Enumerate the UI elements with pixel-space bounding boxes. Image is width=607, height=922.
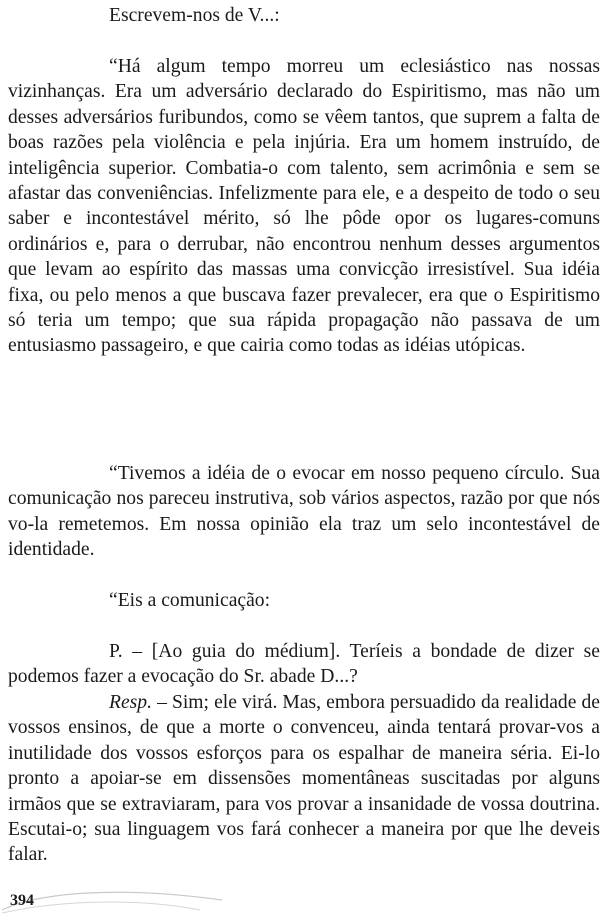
- paragraph-eis-comunicacao: “Eis a comunicação:: [109, 590, 271, 611]
- question-paragraph: P. – [Ao guia do médium]. Teríeis a bondade de dizer se podemos fazer a evocação do Sr. abade D...?: [8, 641, 600, 688]
- intro-line: Escrevem-nos de V...:: [109, 5, 280, 26]
- response-label: Resp.: [109, 692, 152, 713]
- paragraph-evocacao: “Tivemos a idéia de o evocar em nosso pequeno círculo. Sua comunicação nos pareceu instrutiva, sob vários aspectos, razão por que nós vo-la remetemos. Em nossa opinião ela traz um selo incontestável de identidade.: [8, 463, 600, 561]
- response-paragraph: [8, 690, 600, 868]
- paragraph-eclesiastico: “Há algum tempo morreu um eclesiástico nas nossas vizinhanças. Era um adversário declarado do Espiritismo, mas não um desses adversários furibundos, como se vêem tantos, que suprem a falta de boas razões pela violência e pela injúria. Era um homem instruído, de inteligência superior. Combatia-o com talento, sem acrimônia e sem se afastar das conveniências. Infelizmente para ele, e a despeito de todo o seu saber e incontestável mérito, só lhe pôde opor os lugares-comuns ordinários e, para o derrubar, não encontrou nenhum desses argumentos que levam ao espírito das massas uma convicção irresistível. Sua idéia fixa, ou pelo menos a que buscava fazer prevalecer, era que o Espiritismo só teria um tempo; que sua rápida propagação não passava de um entusiasmo passageiro, e que cairia como todas as idéias utópicas.: [8, 56, 600, 357]
- page-number: 394: [10, 892, 34, 909]
- folio-swoosh-ornament: [0, 880, 230, 922]
- response-text: – Sim; ele virá. Mas, embora persuadido da realidade de vossos ensinos, de que a morte o convenceu, ainda tentará provar-vos a inutilidade dos vossos esforços para os espalhar de maneira séria. Ei-lo pronto a apoiar-se em dissensões momentâneas suscitadas por alguns irmãos que se extraviaram, para vos provar a insanidade de vossa doutrina. Escutai-o; sua linguagem vos fará conhecer a maneira por que lhe deveis falar.: [8, 692, 600, 866]
